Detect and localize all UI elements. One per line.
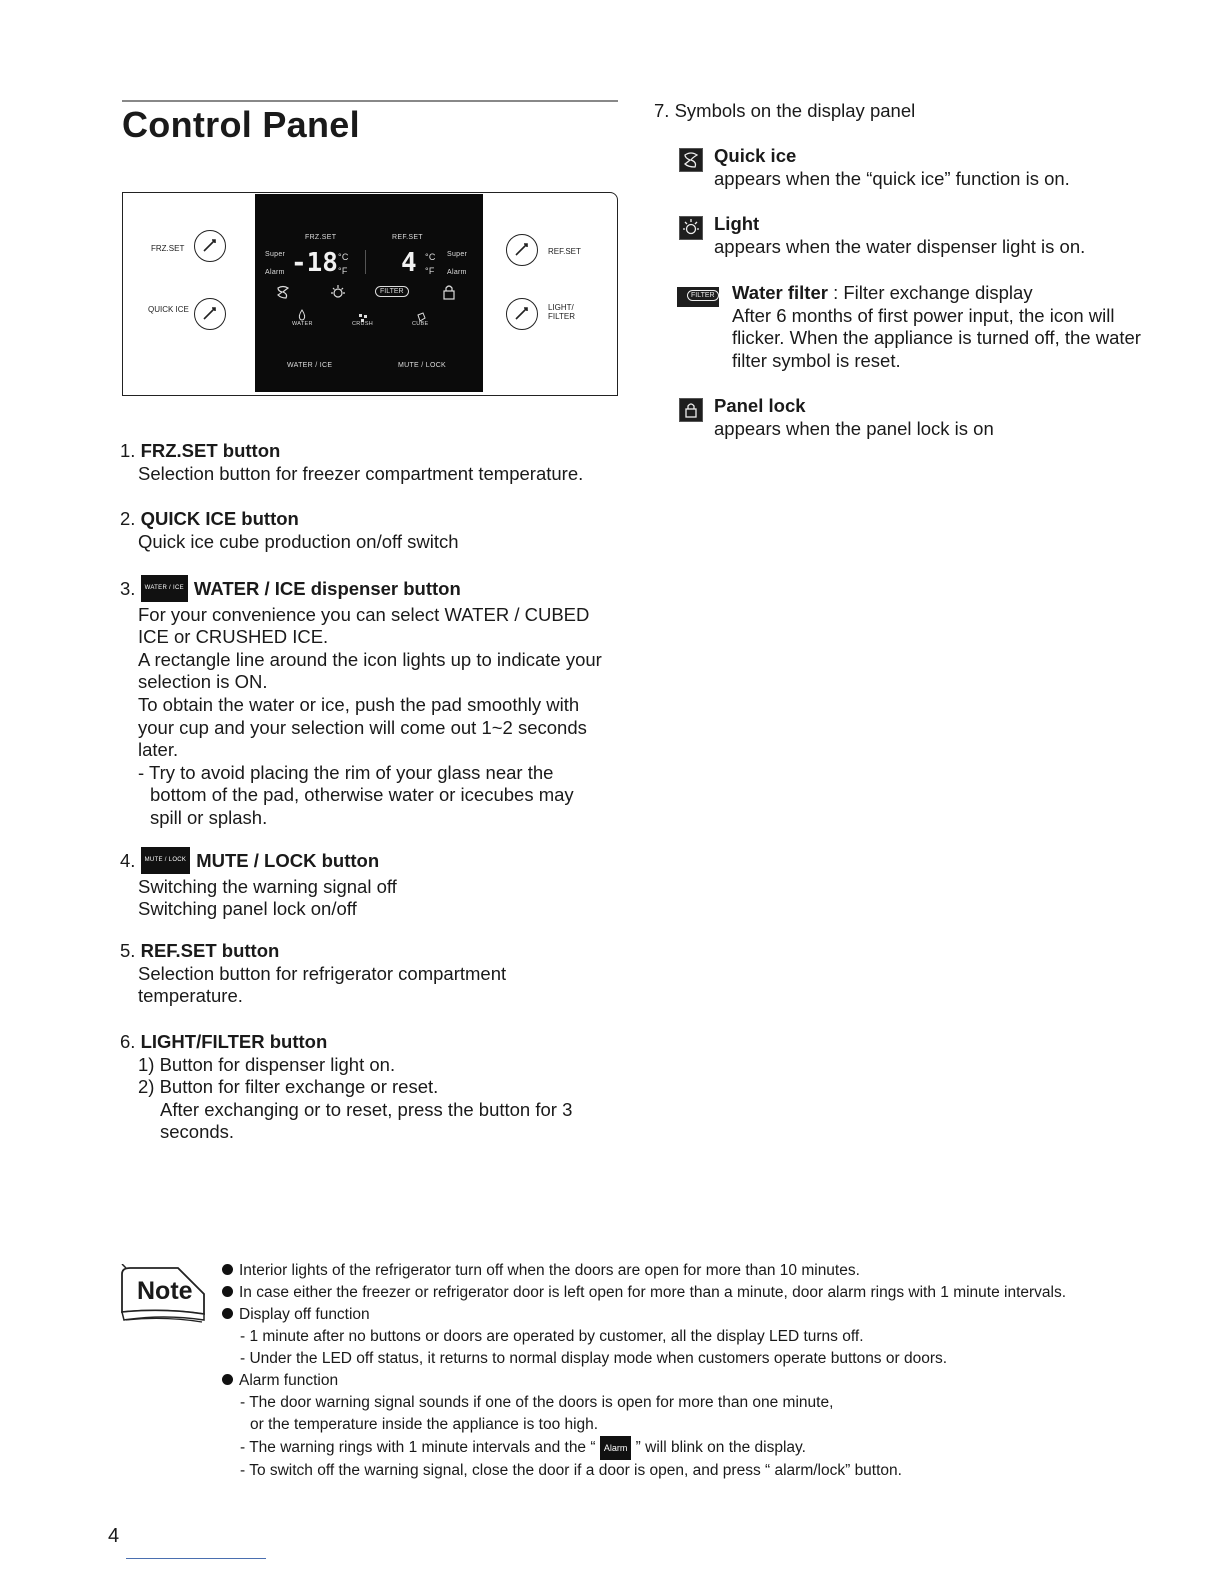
symbol-text: flicker. When the appliance is turned off, the water [732,327,1141,349]
water-filter-icon-text: FILTER [687,290,719,301]
section-light-filter [120,1031,620,1144]
lcd-super-left: Super [265,251,286,258]
lock-lcd-icon [442,284,456,305]
note-text-part: - The warning rings with 1 minute intervals and the “ [240,1439,600,1457]
note-label: Note [137,1277,193,1305]
lcd-ref-label: REF.SET [392,234,423,241]
note-bullet-text: Display off function [239,1306,370,1323]
symbol-quick-ice [714,145,1070,190]
note-bullet-text: Interior lights of the refrigerator turn off when the doors are open for more than 10 minutes. [239,1262,860,1279]
alarm-badge: Alarm [600,1436,632,1460]
lcd-fridge-temp: 4 [401,248,417,278]
note-list [222,1260,1212,1482]
lcd-unit-f-left: °F [338,266,348,276]
section-line: 2) Button for filter exchange or reset. [138,1076,439,1098]
note-sub-line: or the temperature inside the appliance is too high. [250,1416,599,1433]
section-sub-line: After exchanging or to reset, press the button for 3 [160,1098,573,1120]
note-sub-line: - To switch off the warning signal, close the door if a door is open, and press “ alarm/lock” button. [240,1462,902,1479]
bullet-dot [222,1264,233,1275]
section-sub-line: seconds. [160,1121,235,1143]
section-line: Selection button for freezer compartment temperature. [138,462,584,484]
frz-set-knob[interactable] [194,230,226,262]
light-filter-knob[interactable] [506,298,538,330]
lcd-alarm-right: Alarm [447,269,467,276]
symbol-light [714,213,1085,258]
section-heading: LIGHT/FILTER button [140,1031,328,1052]
section-number: 5. [120,940,136,961]
section-heading: WATER / ICE dispenser button [193,578,461,600]
symbol-heading: Quick ice [714,145,797,166]
symbol-text: appears when the water dispenser light is on. [714,235,1086,257]
section-water-ice [120,577,620,830]
section-line: ICE or CRUSHED ICE. [138,626,329,648]
section-dash-line: bottom of the pad, otherwise water or icecubes may [150,784,574,806]
lcd-frz-label: FRZ.SET [305,234,337,241]
lcd-unit-c-left: °C [338,252,349,262]
symbol-text: appears when the “quick ice” function is on. [714,167,1070,189]
note-bullet [222,1370,1212,1392]
lcd-super-right: Super [447,251,468,258]
note-bullet [222,1304,1212,1326]
section-number: 2. [120,508,136,529]
symbol-text: filter symbol is reset. [732,349,901,371]
section-line: Switching the warning signal off [138,875,397,897]
page-title: Control Panel [122,104,360,145]
lcd-crush-label: CRUSH [352,321,374,327]
section-dash-line: spill or splash. [150,806,268,828]
symbol-heading: Light [714,213,760,234]
section-line: A rectangle line around the icon lights up to indicate your [138,648,602,670]
symbol-text: appears when the panel lock is on [714,417,994,439]
section-quick-ice [120,508,620,553]
section-frz-set [120,440,620,485]
note-bullet-text: Alarm function [239,1372,339,1389]
lcd-water-ice-button[interactable]: WATER / ICE [287,362,333,369]
note-bullet-text: In case either the freezer or refrigerator door is left open for more than a minute, door alarm rings with 1 minute intervals. [239,1284,1067,1301]
section-line: your cup and your selection will come out 1~2 seconds [138,716,587,738]
lcd-mute-lock-button[interactable]: MUTE / LOCK [398,362,447,369]
section-line: later. [138,739,179,761]
quick-ice-icon [679,148,703,172]
mute-lock-badge: MUTE / LOCK [141,847,191,874]
symbol-text: After 6 months of first power input, the icon will [732,304,1115,326]
lcd-alarm-left: Alarm [265,269,285,276]
section-line: Selection button for refrigerator compartment [138,962,507,984]
section-number: 3. [120,578,136,600]
section-heading: FRZ.SET button [140,440,281,461]
symbol-water-filter [732,282,1152,372]
section-dash-line: - Try to avoid placing the rim of your glass near the [138,761,554,783]
note-sub-line: - 1 minute after no buttons or doors are operated by customer, all the display LED turns off. [240,1328,864,1345]
lcd-filter-icon: FILTER [375,286,409,297]
page-number: 4 [108,1525,120,1547]
symbol-panel-lock [714,395,994,440]
quick-ice-lcd-icon [275,284,291,305]
note-sub-line: - Under the LED off status, it returns to normal display mode when customers operate buttons or doors. [240,1350,948,1367]
panel-lock-icon [679,398,703,422]
lcd-display [255,194,483,392]
lcd-unit-c-right: °C [425,252,436,262]
lcd-unit-f-right: °F [425,266,435,276]
bullet-dot [222,1286,233,1297]
symbol-heading: Water filter [732,282,828,303]
note-sub-line: - The door warning signal sounds if one of the doors is open for more than one minute, [240,1394,834,1411]
bullet-dot [222,1308,233,1319]
section-number: 4. [120,850,136,872]
section-line: Quick ice cube production on/off switch [138,530,459,552]
ref-set-label: REF.SET [548,247,581,256]
section-line: temperature. [138,985,243,1007]
ref-set-knob[interactable] [506,234,538,266]
section-line: 1) Button for dispenser light on. [138,1053,396,1075]
filter-label: FILTER [548,312,575,321]
lcd-freezer-temp: -18 [291,248,338,278]
section-heading: MUTE / LOCK button [196,850,380,872]
section-line: Switching panel lock on/off [138,898,357,920]
note-text-part: ” will blink on the display. [631,1439,806,1457]
symbol-heading: Panel lock [714,395,806,416]
section-line: To obtain the water or ice, push the pad smoothly with [138,693,580,715]
light-label: LIGHT/ [548,303,574,312]
lcd-cube-label: CUBE [412,321,429,327]
symbol-heading-tail: : Filter exchange display [827,282,1033,303]
lcd-divider [365,250,366,274]
footer-rule [126,1558,266,1559]
section-heading: REF.SET button [140,940,280,961]
bullet-dot [222,1374,233,1385]
note-bullet [222,1282,1212,1304]
title-rule [122,100,618,102]
section-heading: QUICK ICE button [140,508,299,529]
note-bullet [222,1260,1212,1282]
section-line: For your convenience you can select WATER / CUBED [138,603,590,625]
section-number: 6. [120,1031,136,1052]
light-lcd-icon [329,284,347,305]
frz-set-label: FRZ.SET [151,244,185,253]
quick-ice-knob[interactable] [194,298,226,330]
quick-ice-label: QUICK ICE [148,305,189,314]
light-icon [679,216,703,240]
section-number: 1. [120,440,136,461]
lcd-water-label: WATER [292,321,313,327]
section-line: selection is ON. [138,671,268,693]
note-sub-line [222,1436,1212,1460]
section-ref-set [120,940,620,1008]
section-mute-lock [120,849,620,921]
symbols-intro: 7. Symbols on the display panel [654,100,916,121]
water-ice-badge: WATER / ICE [141,575,188,602]
water-filter-icon [677,287,719,307]
